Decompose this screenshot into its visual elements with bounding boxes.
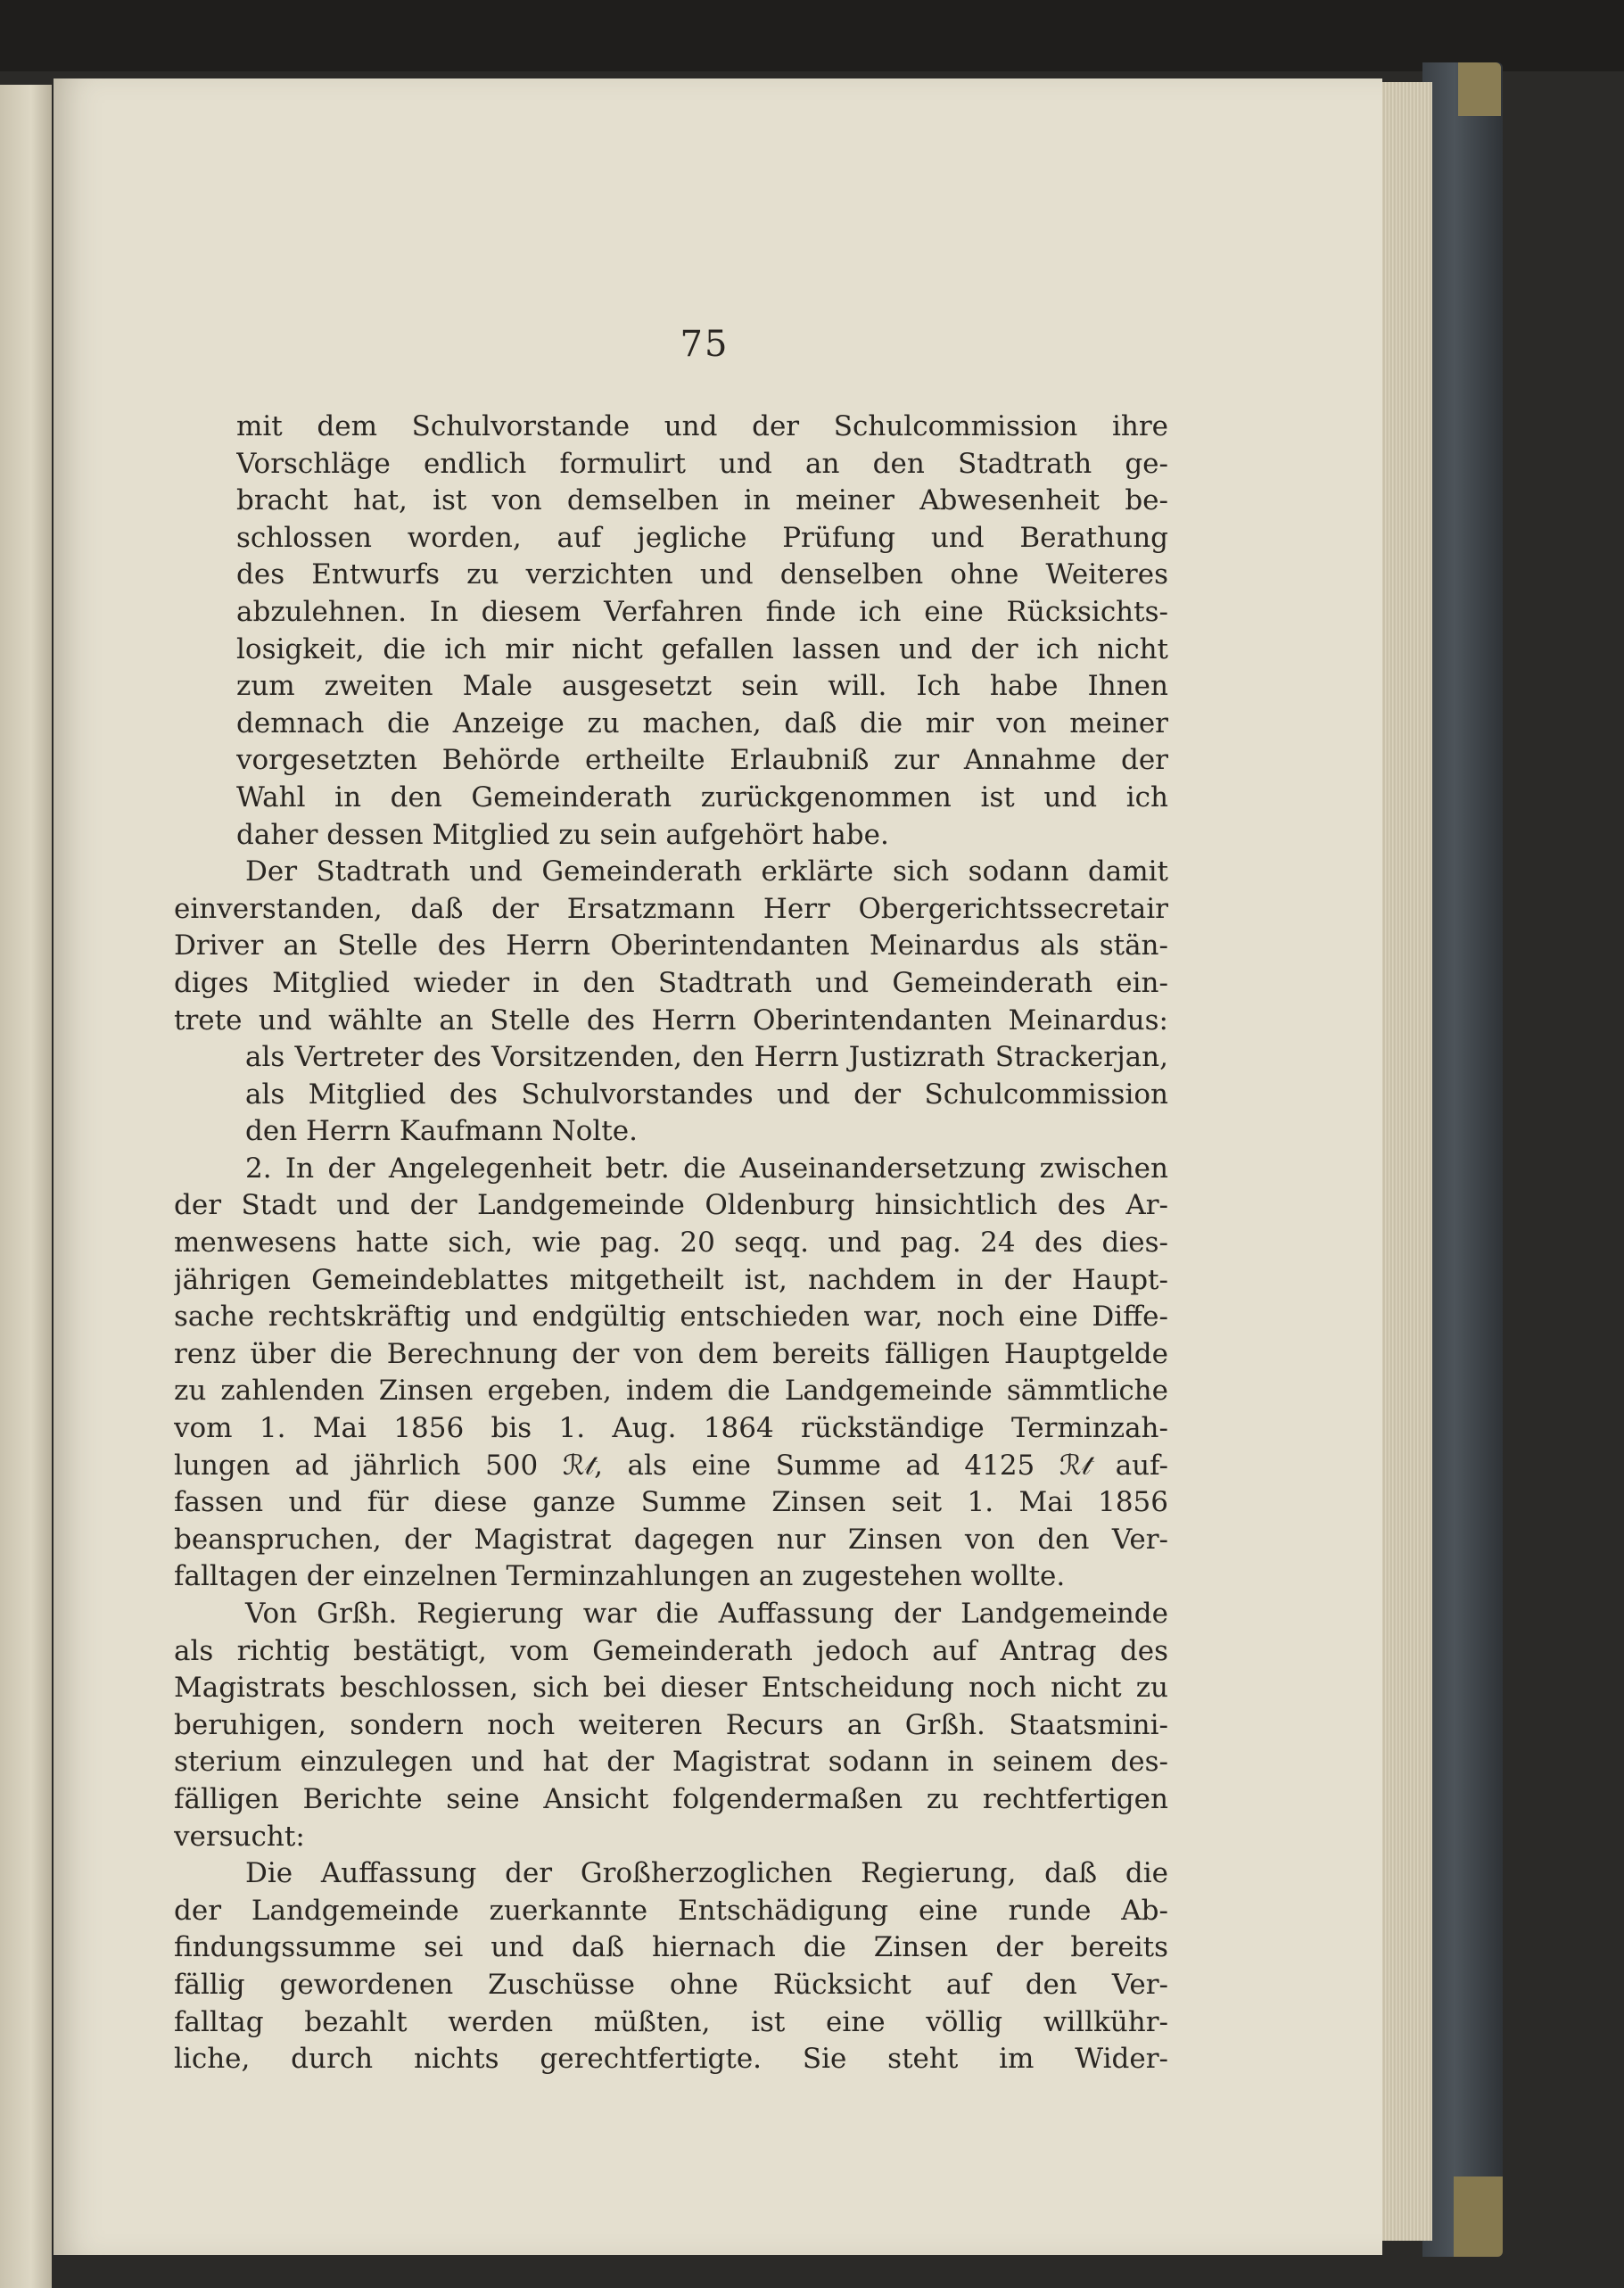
text-line: lungen ad jährlich 500 ℛ𝓉, als eine Summe ad 4125 ℛ𝓉 auf-: [174, 1449, 1168, 1482]
page-number: 75: [680, 324, 730, 365]
text-line: demnach die Anzeige zu machen, daß die mir von meiner: [236, 706, 1168, 739]
text-line: schlossen worden, auf jegliche Prüfung und Berathung: [236, 521, 1168, 554]
text-line: zum zweiten Male ausgesetzt sein will. Ich habe Ihnen: [236, 670, 1168, 703]
text-line: jährigen Gemeindeblattes mitgetheilt ist, nachdem in der Haupt-: [174, 1263, 1168, 1296]
text-line: fälligen Berichte seine Ansicht folgendermaßen zu rechtfertigen: [174, 1782, 1168, 1815]
text-line: Die Auffassung der Großherzoglichen Regierung, daß die: [245, 1857, 1168, 1890]
text-line: trete und wählte an Stelle des Herrn Oberintendanten Meinardus:: [174, 1004, 1168, 1037]
text-line: Driver an Stelle des Herrn Oberintendanten Meinardus als stän-: [174, 929, 1168, 962]
cover-corner-bottom: [1454, 2176, 1503, 2257]
text-line: Vorschläge endlich formulirt und an den Stadtrath ge-: [236, 447, 1168, 480]
text-line: einverstanden, daß der Ersatzmann Herr Obergerichtssecretair: [174, 892, 1168, 925]
background-top: [0, 0, 1624, 71]
text-line: Wahl in den Gemeinderath zurückgenommen ist und ich: [236, 781, 1168, 814]
text-line: findungssumme sei und daß hiernach die Zinsen der bereits: [174, 1931, 1168, 1964]
page-edges: [1378, 82, 1432, 2241]
text-line: als Mitglied des Schulvorstandes und der Schulcommission: [245, 1078, 1168, 1111]
text-line: diges Mitglied wieder in den Stadtrath und Gemeinderath ein-: [174, 966, 1168, 999]
text-line: des Entwurfs zu verzichten und denselben ohne Weiteres: [236, 558, 1168, 591]
text-line: fassen und für diese ganze Summe Zinsen seit 1. Mai 1856: [174, 1486, 1168, 1519]
text-line: vorgesetzten Behörde ertheilte Erlaubniß zur Annahme der: [236, 744, 1168, 777]
text-line: sache rechtskräftig und endgültig entschieden war, noch eine Diffe-: [174, 1301, 1168, 1334]
page-text: [174, 409, 1168, 2078]
text-line: Von Grßh. Regierung war die Auffassung der Landgemeinde: [245, 1598, 1168, 1630]
left-page-edge: [0, 85, 52, 2288]
text-line: 2. In der Angelegenheit betr. die Auseinandersetzung zwischen: [245, 1152, 1168, 1185]
text-line: beruhigen, sondern noch weiteren Recurs an Grßh. Staatsmini-: [174, 1708, 1168, 1741]
text-line: menwesens hatte sich, wie pag. 20 seqq. und pag. 24 des dies-: [174, 1227, 1168, 1260]
text-line: sterium einzulegen und hat der Magistrat sodann in seinem des-: [174, 1746, 1168, 1779]
text-line: mit dem Schulvorstande und der Schulcommission ihre: [236, 410, 1168, 442]
text-line: Magistrats beschlossen, sich bei dieser Entscheidung noch nicht zu: [174, 1672, 1168, 1705]
text-line: renz über die Berechnung der von dem bereits fälligen Hauptgelde: [174, 1337, 1168, 1370]
text-line: versucht:: [174, 1820, 305, 1853]
text-line: abzulehnen. In diesem Verfahren finde ich eine Rücksichts-: [236, 595, 1168, 628]
text-line: losigkeit, die ich mir nicht gefallen lassen und der ich nicht: [236, 632, 1168, 665]
text-line: daher dessen Mitglied zu sein aufgehört habe.: [236, 818, 889, 851]
text-line: falltag bezahlt werden müßten, ist eine völlig willkühr-: [174, 2005, 1168, 2038]
text-line: bracht hat, ist von demselben in meiner Abwesenheit be-: [236, 484, 1168, 517]
text-line: liche, durch nichts gerechtfertigte. Sie steht im Wider-: [174, 2043, 1168, 2076]
cover-corner-top: [1458, 62, 1501, 116]
text-line: den Herrn Kaufmann Nolte.: [245, 1115, 638, 1148]
book-cover: [1422, 62, 1503, 2257]
book-page: [54, 78, 1382, 2255]
text-line: der Stadt und der Landgemeinde Oldenburg hinsichtlich des Ar-: [174, 1189, 1168, 1222]
text-line: als Vertreter des Vorsitzenden, den Herrn Justizrath Strackerjan,: [245, 1041, 1168, 1074]
text-line: der Landgemeinde zuerkannte Entschädigung eine runde Ab-: [174, 1894, 1168, 1927]
text-line: beanspruchen, der Magistrat dagegen nur Zinsen von den Ver-: [174, 1523, 1168, 1556]
text-line: falltagen der einzelnen Terminzahlungen an zugestehen wollte.: [174, 1560, 1066, 1593]
text-line: zu zahlenden Zinsen ergeben, indem die Landgemeinde sämmtliche: [174, 1375, 1168, 1408]
text-line: vom 1. Mai 1856 bis 1. Aug. 1864 rückständige Terminzah-: [174, 1412, 1168, 1445]
text-line: fällig gewordenen Zuschüsse ohne Rücksicht auf den Ver-: [174, 1968, 1168, 2001]
text-line: Der Stadtrath und Gemeinderath erklärte sich sodann damit: [245, 855, 1168, 888]
text-line: als richtig bestätigt, vom Gemeinderath jedoch auf Antrag des: [174, 1634, 1168, 1667]
